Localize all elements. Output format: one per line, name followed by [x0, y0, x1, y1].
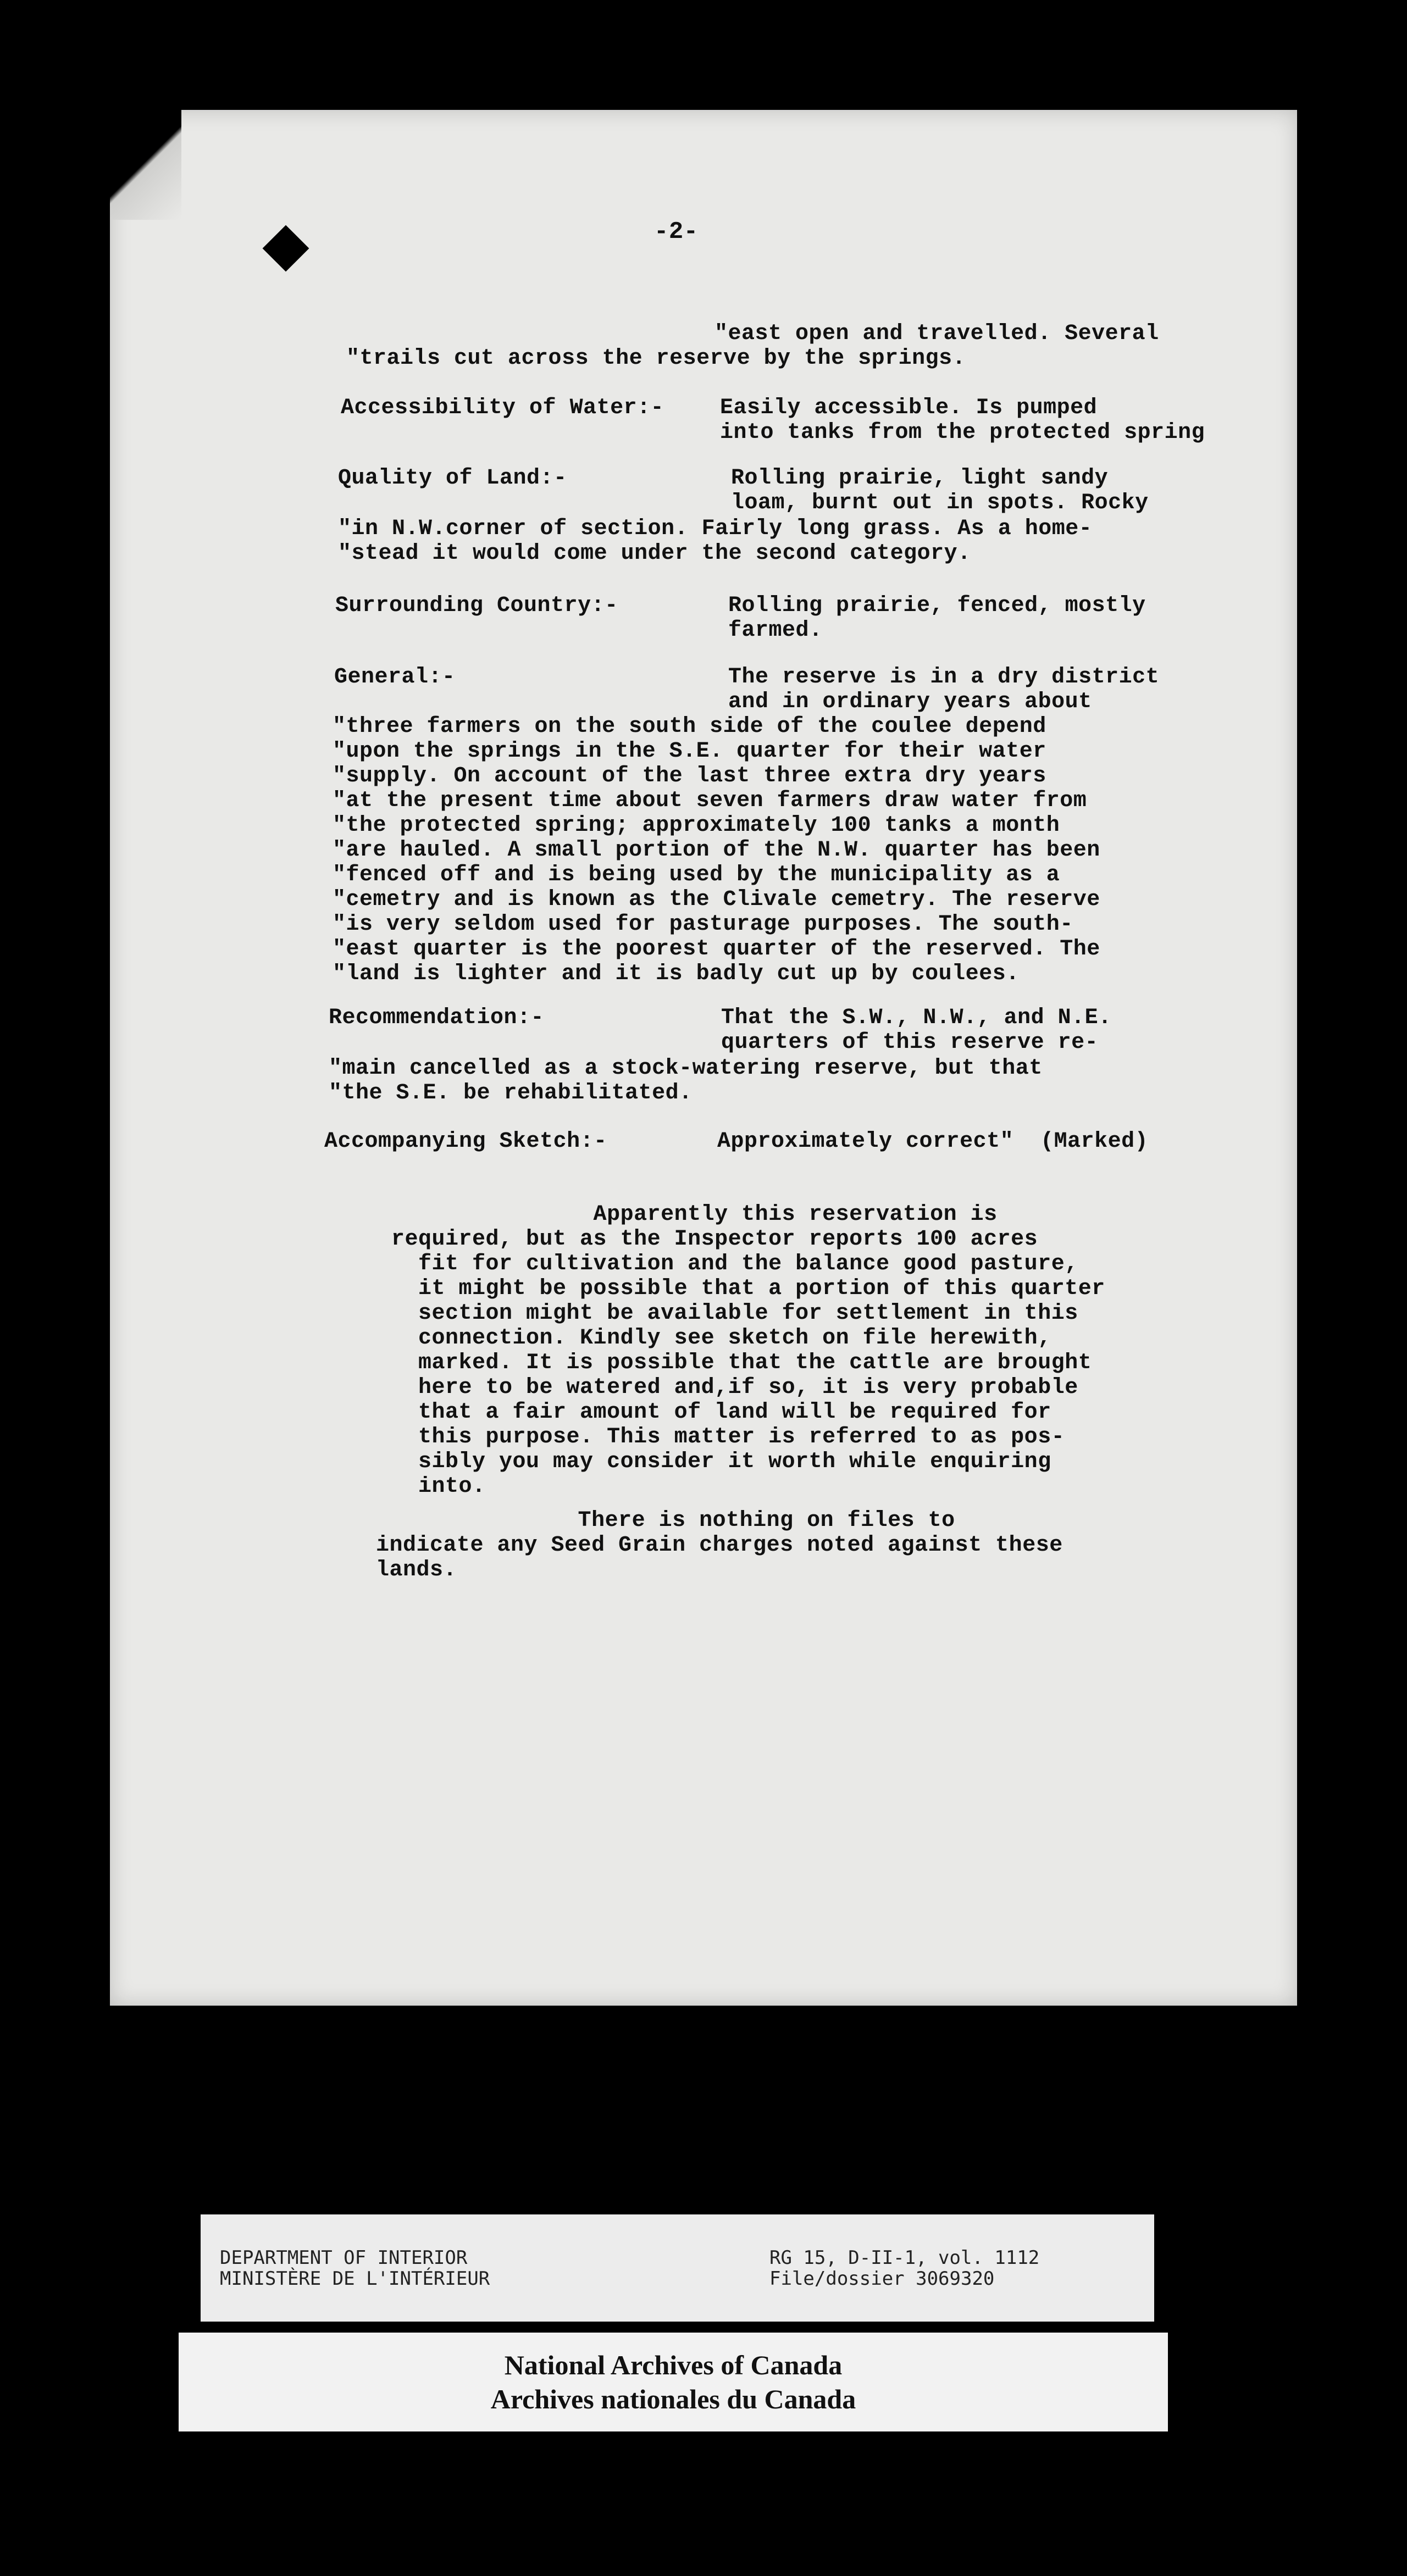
continuation-line-2: "trails cut across the reserve by the springs.: [346, 346, 966, 371]
recommendation-value: That the S.W., N.W., and N.E. quarters of this reserve re-: [721, 1006, 1112, 1055]
archive-english: National Archives of Canada: [504, 2350, 843, 2380]
general-value: The reserve is in a dry district and in ordinary years about: [728, 665, 1160, 714]
department-english: DEPARTMENT OF INTERIOR: [220, 2247, 468, 2269]
file-reference: [769, 2247, 1039, 2289]
file-number: File/dossier 3069320: [769, 2268, 995, 2290]
sketch-value: Approximately correct" (Marked): [717, 1129, 1149, 1154]
surrounding-value: Rolling prairie, fenced, mostly farmed.: [728, 593, 1146, 643]
land-label: Quality of Land:-: [338, 466, 567, 491]
reference-label-strip: [201, 2214, 1154, 2322]
general-label: General:-: [334, 665, 456, 690]
continuation-line-1: "east open and travelled. Several: [714, 321, 1159, 346]
paragraph-reservation: Apparently this reservation is required, but as the Inspector reports 100 acres fit for cultivation and the balance good pasture, it might be possible that a portion of this quarter section might be available for settlement in this connection. Kindly see sketch on file herewith, marked. It is possible that the cattle are brought here to be watered and,if so, it is very probable that a fair amount of land will be required for this purpose. This matter is referred to as pos- sibly you may consider it worth while enquiring into.: [391, 1202, 1105, 1499]
department-label: [220, 2247, 490, 2289]
surrounding-label: Surrounding Country:-: [335, 593, 618, 618]
water-label: Accessibility of Water:-: [341, 396, 664, 420]
sketch-label: Accompanying Sketch:-: [324, 1129, 607, 1154]
record-group-reference: RG 15, D-II-1, vol. 1112: [769, 2247, 1040, 2269]
general-continuation: "three farmers on the south side of the coulee depend "upon the springs in the S.E. quarter for their water "supply. On account of the last three extra dry years "at the present time about seven farmers draw water from "the protected spring; approximately 100 tanks a month "are hauled. A small portion of the N.W. quarter has been "fenced off and is being used by the municipality as a "cemetry and is known as the Clivale cemetry. The reserve "is very seldom used for pasturage purposes. The south- "east quarter is the poorest quarter of the reserved. The "land is lighter and it is badly cut up by coulees.: [333, 714, 1100, 986]
land-value: Rolling prairie, light sandy loam, burnt out in spots. Rocky: [731, 466, 1149, 515]
water-value: Easily accessible. Is pumped into tanks from the protected spring: [720, 396, 1205, 445]
department-french: MINISTÈRE DE L'INTÉRIEUR: [220, 2268, 490, 2290]
folded-corner: [110, 110, 181, 220]
recommendation-label: Recommendation:-: [329, 1006, 545, 1030]
archive-credit: [179, 2333, 1168, 2431]
land-continuation: "in N.W.corner of section. Fairly long grass. As a home- "stead it would come under the second category.: [338, 517, 1093, 566]
recommendation-continuation: "main cancelled as a stock-watering reserve, but that "the S.E. be rehabilitated.: [329, 1056, 1043, 1106]
archive-french: Archives nationales du Canada: [490, 2384, 856, 2414]
page-number: -2-: [654, 218, 699, 246]
paragraph-seed-grain: There is nothing on files to indicate any Seed Grain charges noted against these lands.: [376, 1508, 1063, 1583]
